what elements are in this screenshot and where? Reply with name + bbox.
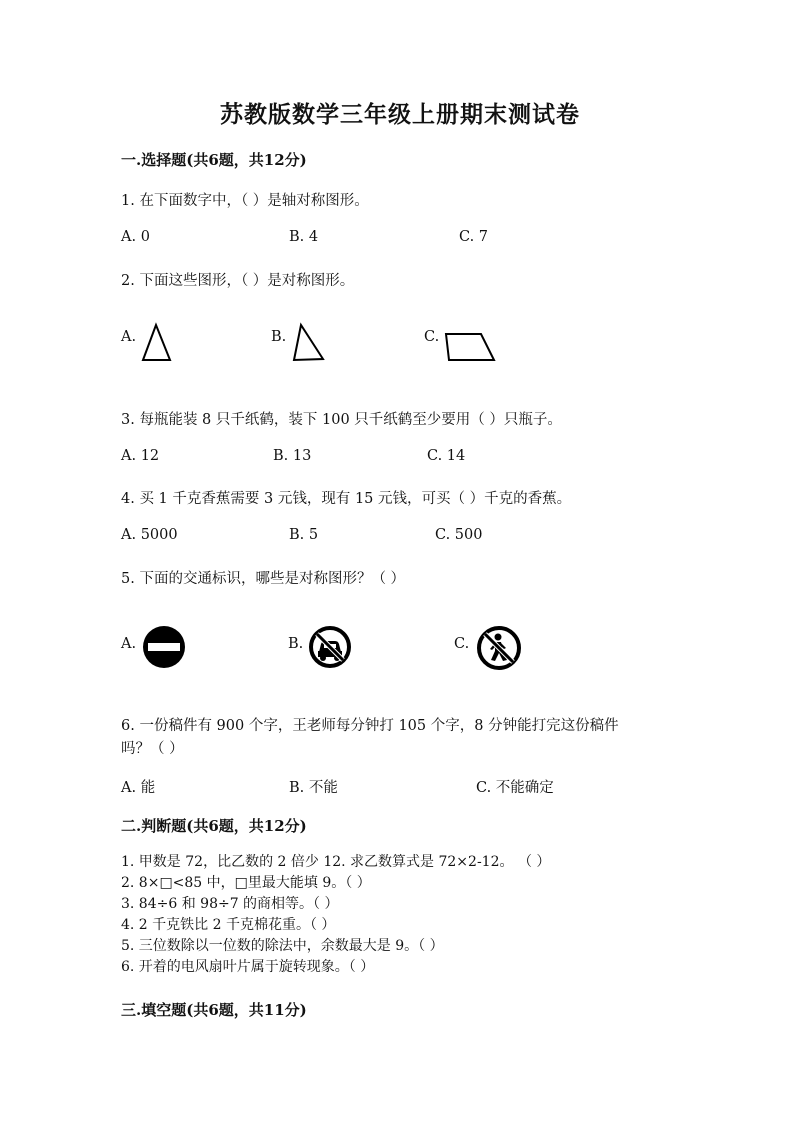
trapezoid-figure [442,330,500,364]
q1-option-c: C. 7 [459,229,489,245]
judge-item-2: 2. 8×□<85 中，□里最大能填 9。（ ） [121,875,371,891]
question-4: 4. 买 1 千克香蕉需要 3 元钱，现有 15 元钱，可买（ ）千克的香蕉。 [121,491,572,507]
question-2: 2. 下面这些图形，（ ）是对称图形。 [121,273,355,289]
q5-option-c: C. [454,636,470,652]
q6-option-c: C. 不能确定 [476,780,554,796]
q4-option-b: B. 5 [289,527,319,543]
no-pedestrians-sign-icon [476,625,522,671]
q5-option-b: B. [288,636,304,652]
question-6-line2: 吗？（ ） [121,741,184,757]
q4-option-a: A. 5000 [121,527,178,543]
q3-option-c: C. 14 [427,448,466,464]
no-motor-vehicles-sign-icon [308,625,352,669]
judge-item-3: 3. 84÷6 和 98÷7 的商相等。（ ） [121,896,339,912]
question-3: 3. 每瓶能装 8 只千纸鹤，装下 100 只千纸鹤至少要用（ ）只瓶子。 [121,412,562,428]
question-1: 1. 在下面数字中，（ ）是轴对称图形。 [121,193,369,209]
q2-option-c: C. [424,329,440,345]
q2-option-a: A. [121,329,137,345]
q5-option-a: A. [121,636,137,652]
question-5: 5. 下面的交通标识，哪些是对称图形？（ ） [121,571,406,587]
judge-item-1: 1. 甲数是 72，比乙数的 2 倍少 12. 求乙数算式是 72×2-12。 （ ） [121,854,551,870]
q6-option-a: A. 能 [121,780,156,796]
judge-item-5: 5. 三位数除以一位数的除法中，余数最大是 9。（ ） [121,938,444,954]
section-heading-true-false: 二.判断题(共6题，共12分) [121,817,307,835]
q1-option-a: A. 0 [121,229,150,245]
q3-option-a: A. 12 [121,448,160,464]
no-entry-sign-icon [142,625,186,669]
q6-option-b: B. 不能 [289,780,338,796]
isosceles-triangle-figure [140,321,174,363]
q4-option-c: C. 500 [435,527,483,543]
section-heading-choice: 一.选择题(共6题，共12分) [121,151,307,169]
question-6-line1: 6. 一份稿件有 900 个字，王老师每分钟打 105 个字，8 分钟能打完这份稿件 [121,718,619,734]
section-heading-fill-blank: 三.填空题(共6题，共11分) [121,1001,307,1019]
q1-option-b: B. 4 [289,229,319,245]
page-title: 苏教版数学三年级上册期末测试卷 [220,101,580,128]
judge-item-6: 6. 开着的电风扇叶片属于旋转现象。（ ） [121,959,375,975]
judge-item-4: 4. 2 千克铁比 2 千克棉花重。（ ） [121,917,336,933]
scalene-triangle-figure [289,321,329,363]
q2-option-b: B. [271,329,287,345]
q3-option-b: B. 13 [273,448,312,464]
